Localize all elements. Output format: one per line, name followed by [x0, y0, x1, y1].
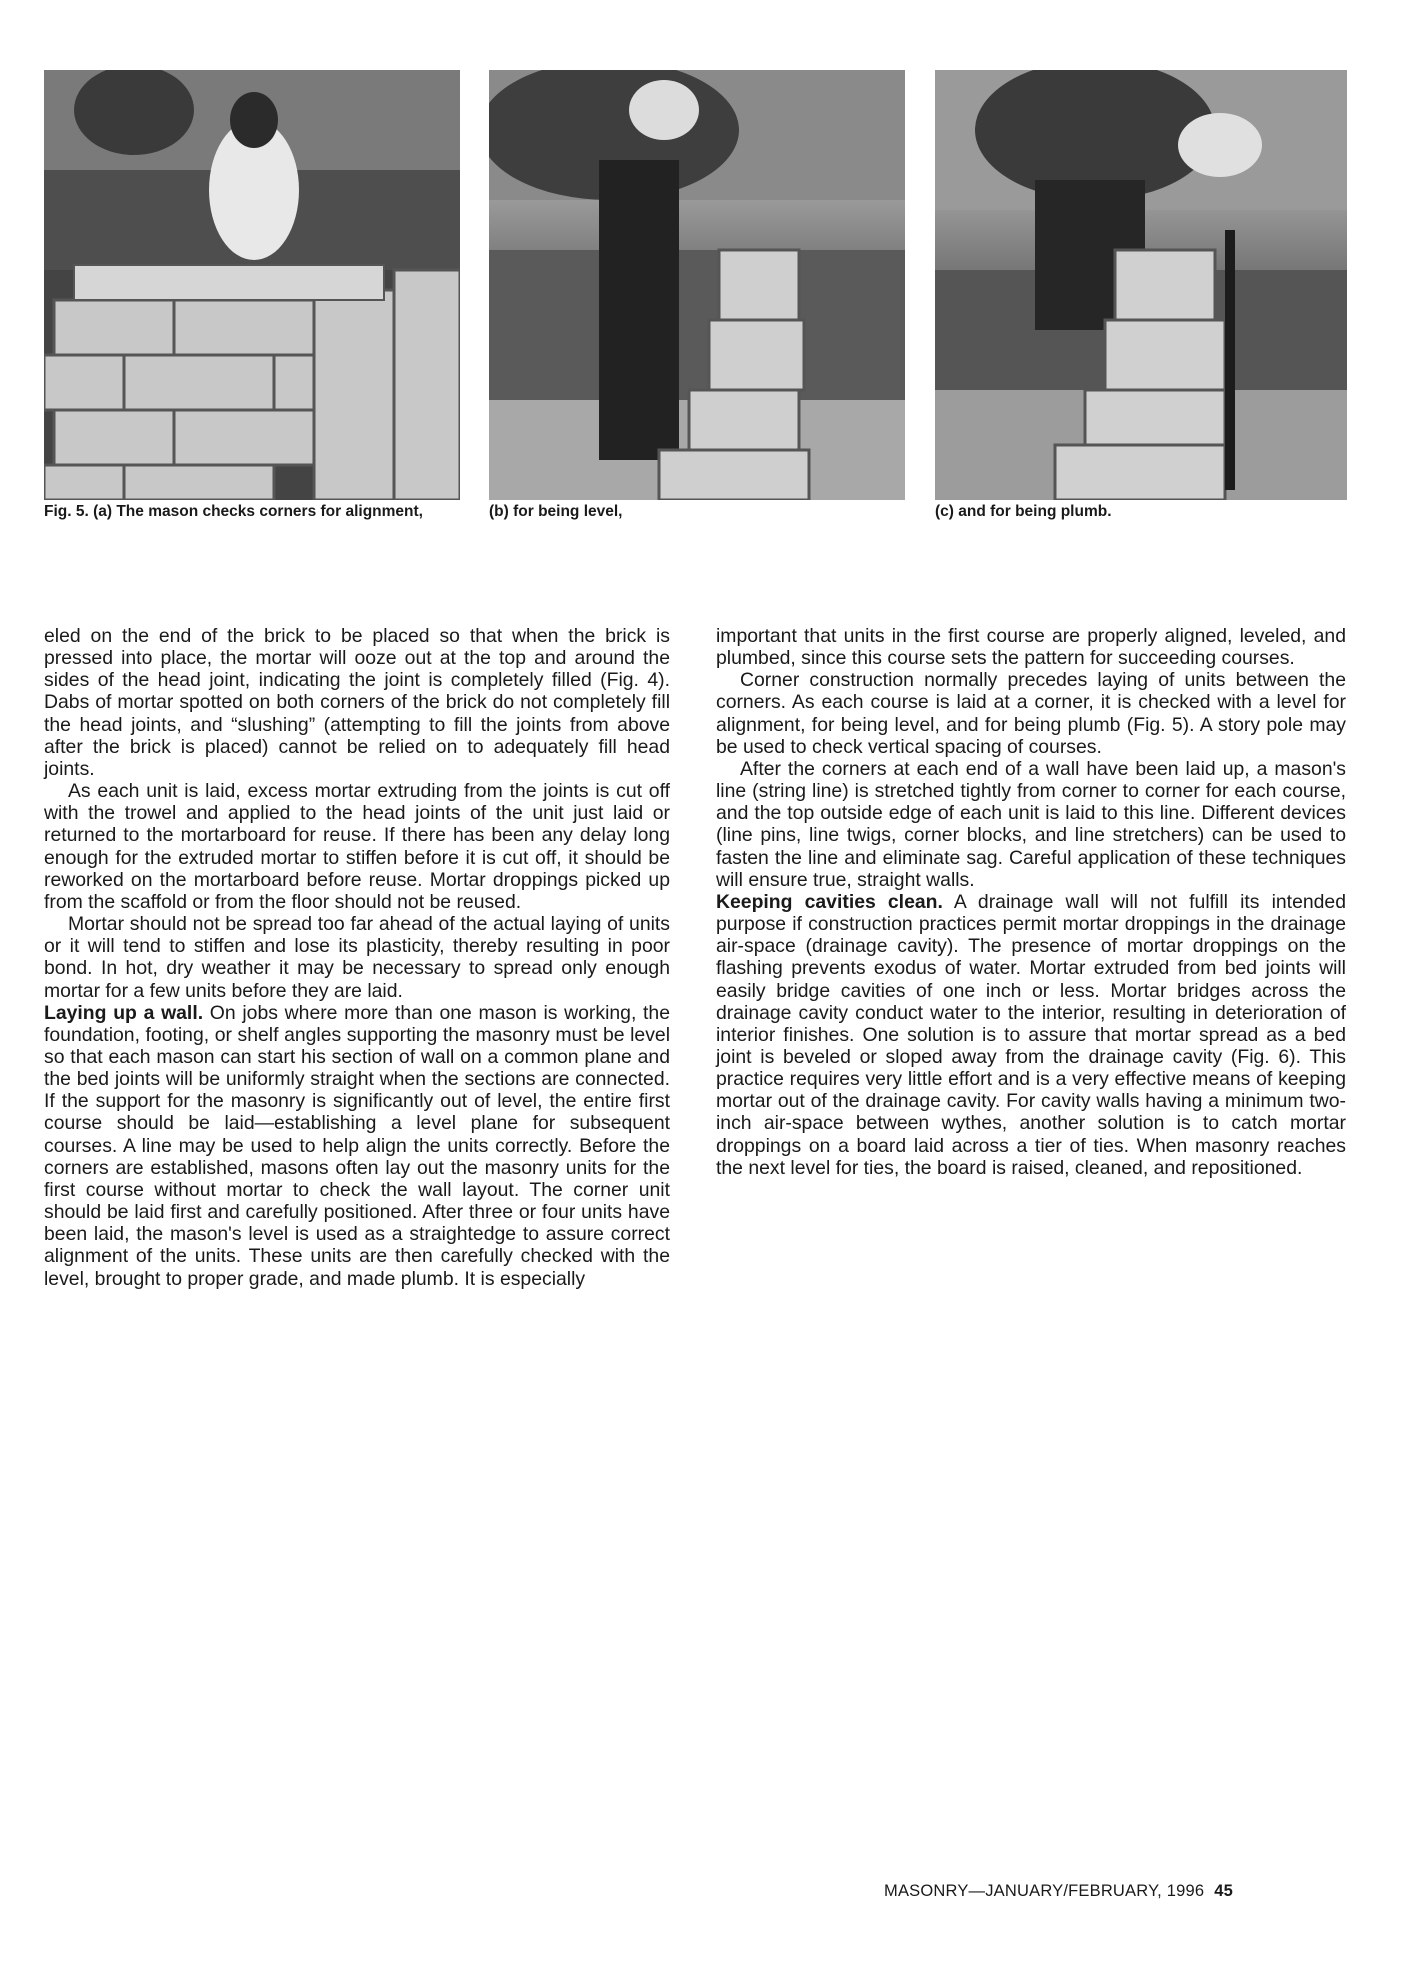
page-number: 45 — [1214, 1882, 1233, 1900]
page-footer — [884, 1882, 1233, 1901]
left-paragraph-4 — [44, 1002, 670, 1290]
left-paragraph-1: eled on the end of the brick to be placed so that when the brick is pressed into place, the mortar will ooze out at the top and around the sides of the head joint, indicating the joint is completely filled (Fig. 4). Dabs of mortar spotted on both corners of the brick do not completely fill the head joints, and “slushing” (attempting to fill the joints from above after the brick is placed) cannot be relied on to adequately fill head joints. — [44, 625, 670, 780]
left-paragraph-3: Mortar should not be spread too far ahead of the actual laying of units or it will tend to stiffen and lose its plasticity, thereby resulting in poor bond. In hot, dry weather it may be necessary to spread only enough mortar for a few units before they are laid. — [44, 913, 670, 1002]
right-column — [716, 625, 1346, 1179]
left-paragraph-2: As each unit is laid, excess mortar extruding from the joints is cut off with the trowel and applied to the head joints of the unit just laid or returned to the mortarboard for reuse. If there has been any delay long enough for the extruded mortar to stiffen before it is cut off, it should be reworked on the mortarboard before reuse. Mortar droppings picked up from the scaffold or from the floor should not be reused. — [44, 780, 670, 913]
right-paragraph-4 — [716, 891, 1346, 1179]
right-paragraph-2: Corner construction normally precedes laying of units between the corners. As each course is laid at a corner, it is checked with a level for alignment, for being level, and for being plumb (Fig. 5). A story pole may be used to check vertical spacing of courses. — [716, 669, 1346, 758]
right-paragraph-1: important that units in the first course are properly aligned, leveled, and plumbed, since this course sets the pattern for succeeding courses. — [716, 625, 1346, 670]
photo-c — [935, 70, 1347, 500]
caption-a: Fig. 5. (a) The mason checks corners for alignment, — [44, 503, 423, 520]
section-heading-keeping-cavities-clean: Keeping cavities clean. — [716, 890, 943, 913]
photo-a — [44, 70, 460, 500]
left-column — [44, 625, 670, 1290]
right-paragraph-4-body: A drainage wall will not fulfill its intended purpose if construction practices permit mortar droppings in the drainage air-space (drainage cavity). The presence of mortar droppings on the flashing prevents exodus of water. Mortar extruded from bed joints will easily bridge cavities of one inch or less. Mortar bridges across the drainage cavity conduct water to the interior, resulting in deterioration of interior finishes. One solution is to assure that mortar spread as a bed joint is beveled or sloped away from the drainage cavity (Fig. 6). This practice requires very little effort and is a very effective means of keeping mortar out of the drainage cavity. For cavity walls having a minimum two-inch air-space between wythes, another solution is to catch mortar droppings on a board laid across a tier of ties. When masonry reaches the next level for ties, the board is raised, cleaned, and repositioned. — [716, 890, 1346, 1179]
right-paragraph-3: After the corners at each end of a wall have been laid up, a mason's line (string line) is stretched tightly from corner to corner for each course, and the top outside edge of each unit is laid to this line. Different devices (line pins, line twigs, corner blocks, and line stretchers) can be used to fasten the line and eliminate sag. Careful application of these techniques will ensure true, straight walls. — [716, 757, 1346, 891]
left-paragraph-4-body: On jobs where more than one mason is working, the foundation, footing, or shelf angles supporting the masonry must be level so that each mason can start his section of wall on a common plane and the bed joints will be uniformly straight when the sections are connected. If the support for the masonry is significantly out of level, the entire first course should be laid—establishing a level plane for subsequent courses. A line may be used to help align the units correctly. Before the corners are established, masons often lay out the masonry units for the first course without mortar to check the wall layout. The corner unit should be laid first and carefully positioned. After three or four units have been laid, the mason's level is used as a straightedge to assure correct alignment of the units. These units are then carefully checked with the level, brought to proper grade, and made plumb. It is especially — [44, 1001, 671, 1290]
caption-b: (b) for being level, — [489, 503, 623, 520]
publication-line: MASONRY—JANUARY/FEBRUARY, 1996 — [884, 1882, 1205, 1900]
section-heading-laying-up-a-wall: Laying up a wall. — [44, 1001, 204, 1024]
photo-b — [489, 70, 905, 500]
caption-c: (c) and for being plumb. — [935, 503, 1112, 520]
